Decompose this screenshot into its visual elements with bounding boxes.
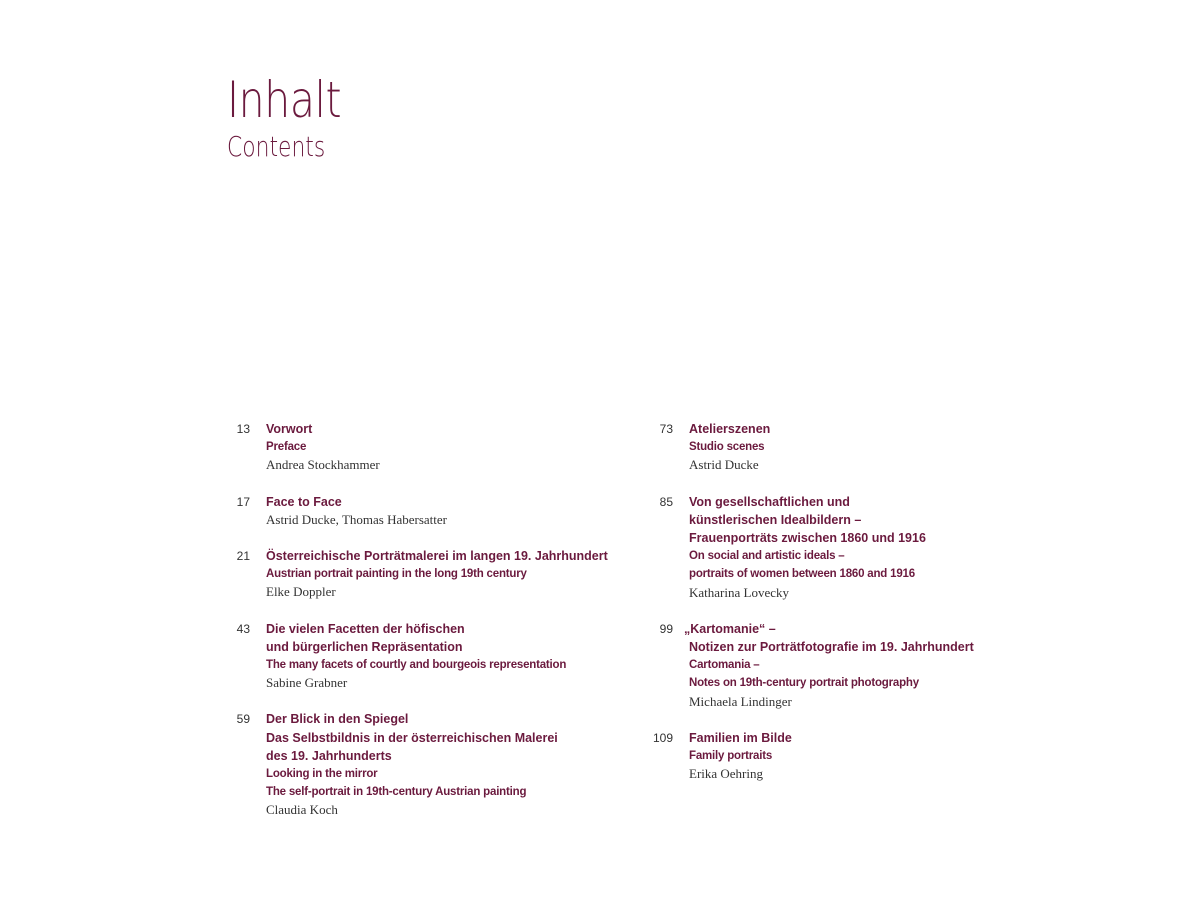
- page-number: 85: [659, 494, 673, 509]
- entry-subtitle: Austrian portrait painting in the long 19th century: [266, 568, 527, 581]
- entry-title: Die vielen Facetten der höfischen: [266, 621, 465, 636]
- entry-author: Erika Oehring: [689, 766, 764, 782]
- toc-entry[interactable]: [649, 493, 1089, 602]
- entry-author: Sabine Grabner: [266, 675, 348, 691]
- entry-subtitle: The self-portrait in 19th-century Austrian painting: [266, 786, 527, 799]
- entry-author: Andrea Stockhammer: [266, 457, 380, 473]
- page-number: 109: [652, 730, 673, 745]
- entry-title: „Kartomanie“ –: [684, 621, 776, 636]
- entry-subtitle: Preface: [266, 441, 307, 454]
- page-number: 99: [659, 621, 673, 636]
- toc-entry[interactable]: [226, 547, 666, 602]
- page-subtitle: Contents: [227, 130, 326, 163]
- entry-author: Astrid Ducke: [689, 457, 759, 473]
- page-number: 17: [236, 494, 250, 509]
- toc-column-right: [649, 420, 1089, 801]
- toc-column-left: [226, 420, 666, 838]
- entry-title: Atelierszenen: [689, 422, 771, 436]
- page-number: 43: [236, 621, 250, 636]
- entry-title: Notizen zur Porträtfotografie im 19. Jahrhundert: [689, 640, 974, 655]
- entry-subtitle: Notes on 19th-century portrait photography: [689, 677, 919, 690]
- entry-author: Astrid Ducke, Thomas Habersatter: [266, 511, 447, 527]
- toc-entry[interactable]: [226, 493, 666, 529]
- entry-subtitle: Cartomania –: [689, 659, 760, 672]
- toc-entry[interactable]: [226, 620, 666, 693]
- entry-author: Elke Doppler: [266, 584, 336, 600]
- page-number: 13: [236, 422, 250, 436]
- page-number: 21: [236, 549, 250, 564]
- toc-entry[interactable]: [226, 420, 666, 475]
- entry-subtitle: Looking in the mirror: [266, 768, 378, 781]
- entry-title: und bürgerlichen Repräsentation: [266, 639, 463, 654]
- toc-entry[interactable]: [649, 620, 1089, 711]
- toc-entry[interactable]: [226, 710, 666, 819]
- entry-subtitle: On social and artistic ideals –: [689, 550, 845, 563]
- entry-author: Claudia Koch: [266, 802, 338, 818]
- entry-title: Vorwort: [266, 422, 313, 436]
- entry-title: Familien im Bilde: [689, 730, 792, 745]
- entry-title: Face to Face: [266, 494, 342, 509]
- entry-author: Katharina Lovecky: [689, 584, 789, 600]
- entry-title: Das Selbstbildnis in der österreichischen Malerei: [266, 730, 558, 745]
- entry-title: Österreichische Porträtmalerei im langen 19. Jahrhundert: [266, 549, 608, 564]
- page-number: 73: [659, 422, 673, 436]
- toc-entry[interactable]: [649, 729, 1089, 784]
- entry-subtitle: Family portraits: [689, 750, 773, 763]
- entry-author: Michaela Lindinger: [689, 693, 792, 709]
- entry-subtitle: Studio scenes: [689, 441, 765, 454]
- entry-title: künstlerischen Idealbildern –: [689, 512, 862, 527]
- page-title: Inhalt: [227, 71, 342, 129]
- toc-heading: [227, 72, 366, 164]
- entry-subtitle: The many facets of courtly and bourgeois representation: [266, 659, 567, 672]
- entry-title: Der Blick in den Spiegel: [266, 712, 409, 727]
- entry-title: Frauenporträts zwischen 1860 und 1916: [689, 531, 926, 546]
- entry-title: Von gesellschaftlichen und: [689, 494, 850, 509]
- entry-title: des 19. Jahrhunderts: [266, 748, 392, 763]
- toc-entry[interactable]: [649, 420, 1089, 475]
- page-number: 59: [236, 712, 250, 727]
- entry-subtitle: portraits of women between 1860 and 1916: [689, 568, 915, 581]
